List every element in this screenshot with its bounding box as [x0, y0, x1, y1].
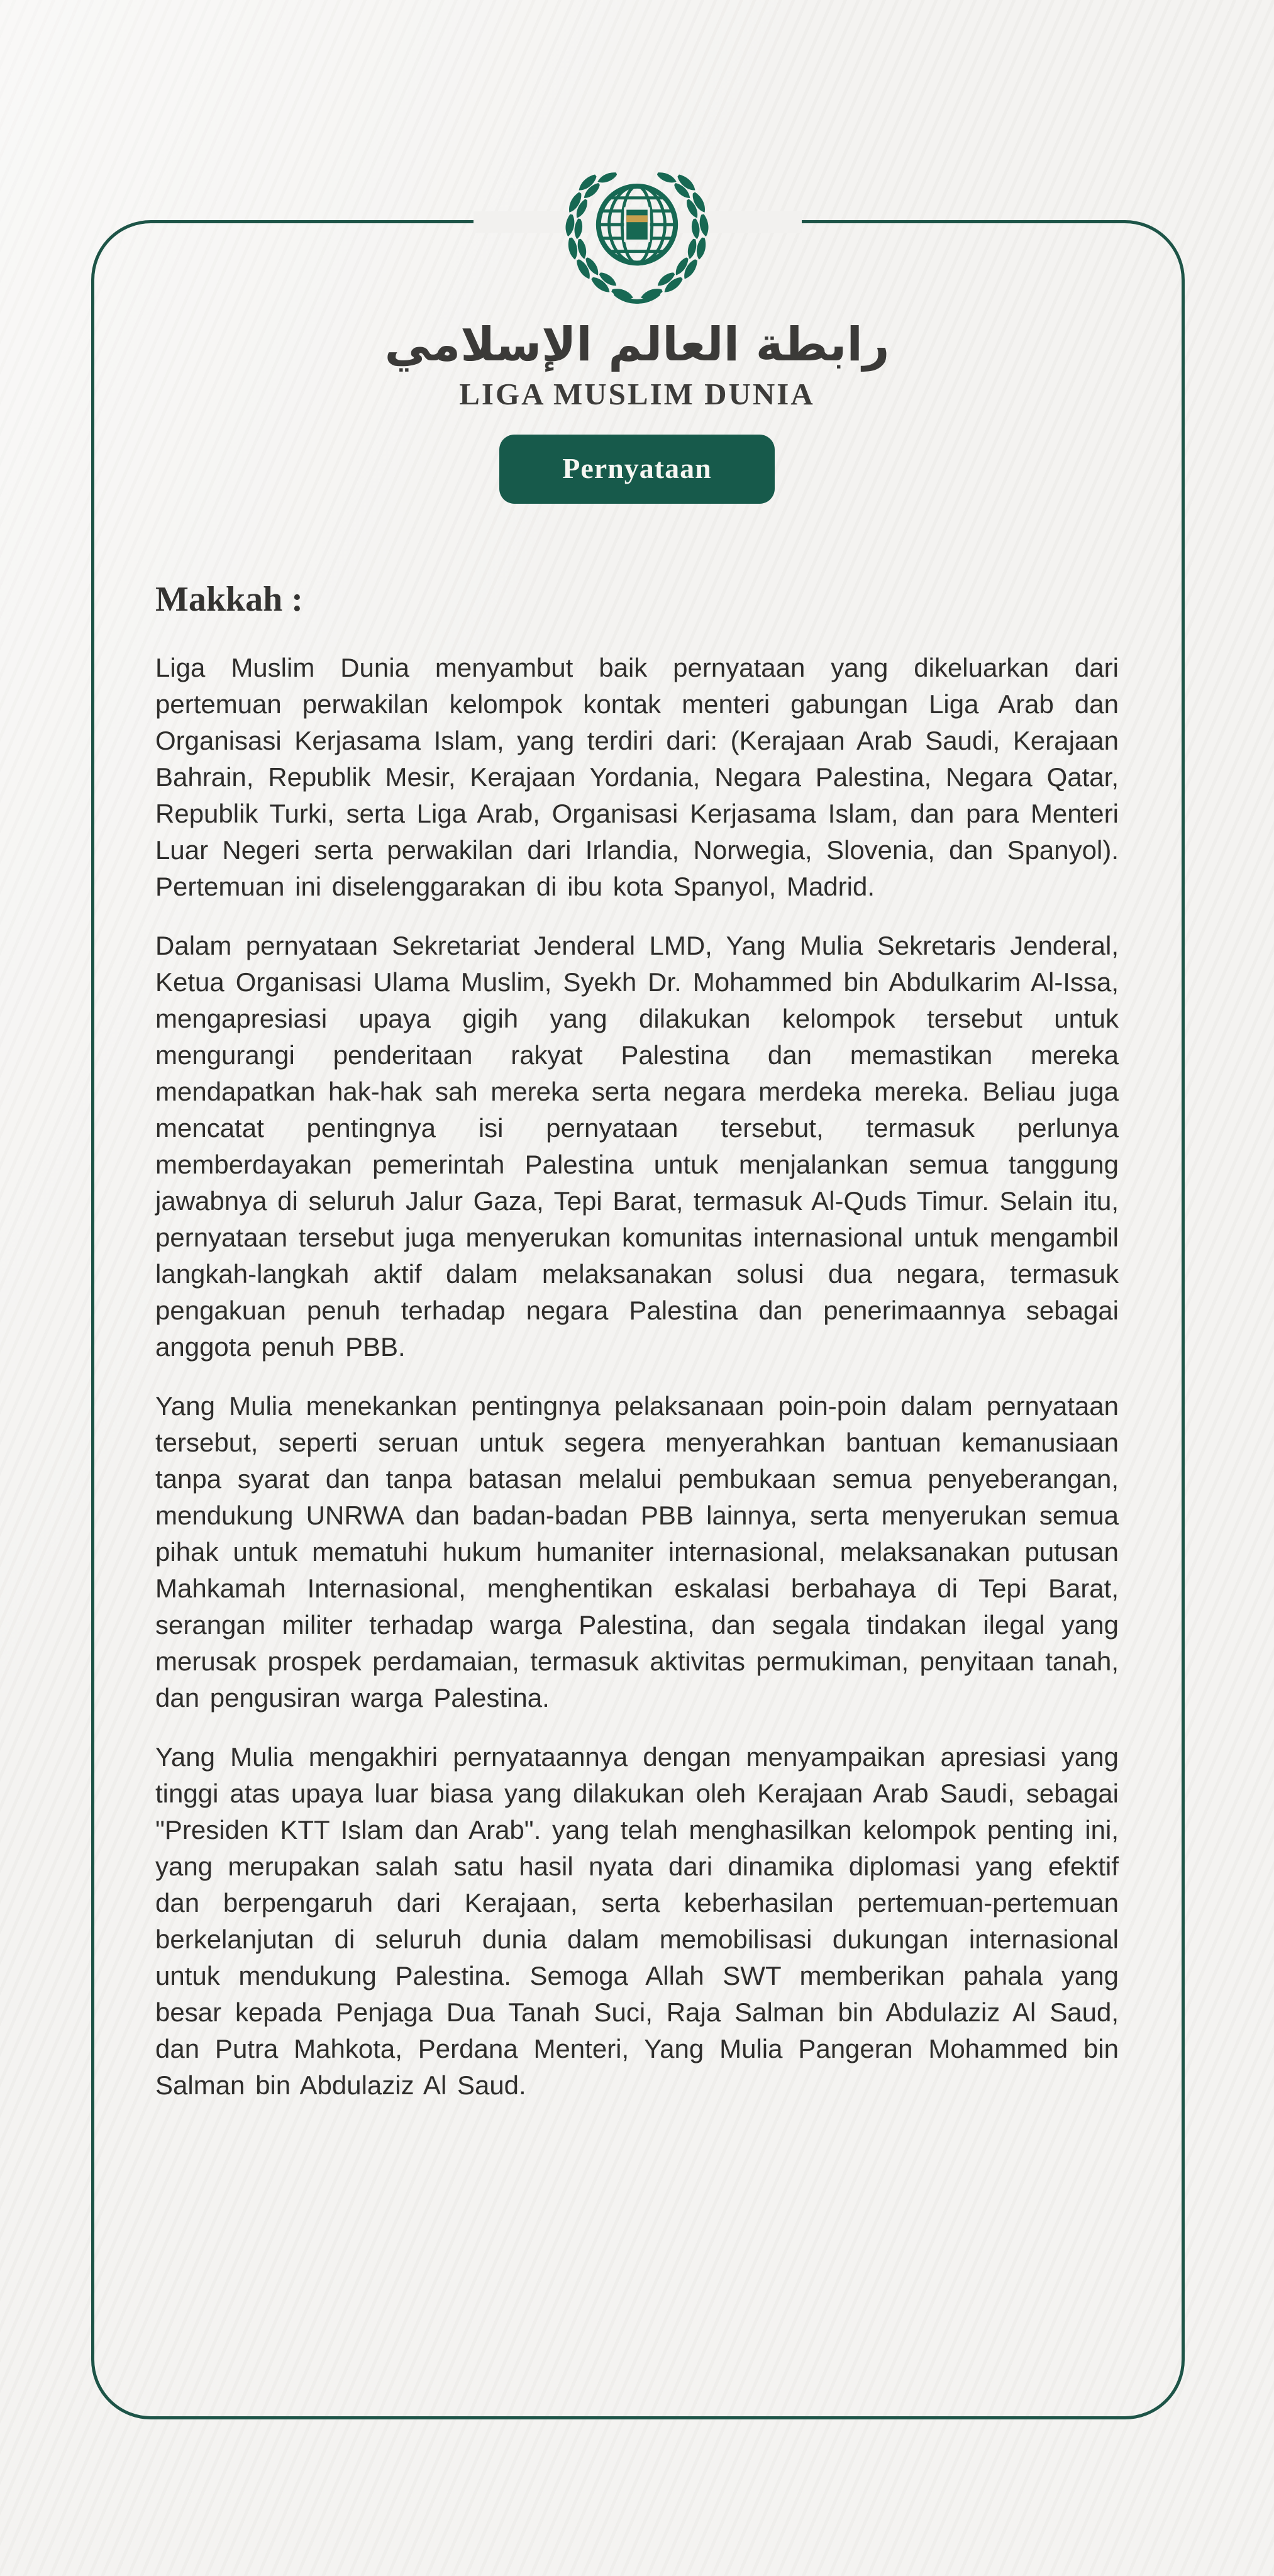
paragraph-3: Yang Mulia menekankan pentingnya pelaksanaan poin-poin dalam pernyataan tersebut, seperti seruan untuk segera menyerahkan bantuan kemanusiaan tanpa syarat dan tanpa batasan melalui pembukaan semua penyeberangan, mendukung UNRWA dan badan-badan PBB lainnya, serta menyerukan semua pihak untuk mematuhi hukum humaniter internasional, melaksanakan putusan Mahkamah Internasional, menghentikan eskalasi berbahaya di Tepi Barat, serangan militer terhadap warga Palestina, dan segala tindakan ilegal yang merusak prospek perdamaian, termasuk aktivitas permukiman, penyitaan tanah, dan pengusiran warga Palestina. [155, 1391, 1119, 1713]
org-name-arabic: رابطة العالم الإسلامي [384, 318, 890, 372]
dateline: Makkah : [155, 579, 303, 619]
paragraph-1: Liga Muslim Dunia menyambut baik pernyataan yang dikeluarkan dari pertemuan perwakilan kelompok kontak menteri gabungan Liga Arab dan Organisasi Kerjasama Islam, yang terdiri dari: (Kerajaan Arab Saudi, Kerajaan Bahrain, Republik Mesir, Kerajaan Yordania, Negara Palestina, Negara Qatar, Republik Turki, serta Liga Arab, Organisasi Kerjasama Islam, dan para Menteri Luar Negeri serta perwakilan dari Irlandia, Norwegia, Slovenia, dan Spanyol). Pertemuan ini diselenggarakan di ibu kota Spanyol, Madrid. [155, 652, 1119, 901]
paragraph-4: Yang Mulia mengakhiri pernyataannya dengan menyampaikan apresiasi yang tinggi atas upaya luar biasa yang dilakukan oleh Kerajaan Arab Saudi, sebagai "Presiden KTT Islam dan Arab". yang telah menghasilkan kelompok penting ini, yang merupakan salah satu hasil nyata dari dinamika diplomasi yang efektif dan berpengaruh dari Kerajaan, serta keberhasilan pertemuan-pertemuan berkelanjutan di seluruh dunia dalam memobilisasi dukungan internasional untuk mendukung Palestina. Semoga Allah SWT memberikan pahala yang besar kepada Penjaga Dua Tanah Suci, Raja Salman bin Abdulaziz Al Saud, dan Putra Mahkota, Perdana Menteri, Yang Mulia Pangeran Mohammed bin Salman bin Abdulaziz Al Saud. [155, 1741, 1119, 2100]
kaaba-icon [625, 208, 649, 240]
paragraph-2: Dalam pernyataan Sekretariat Jenderal LMD, Yang Mulia Sekretaris Jenderal, Ketua Organisasi Ulama Muslim, Syekh Dr. Mohammed bin Abdulkarim Al-Issa, mengapresiasi upaya gigih yang dilakukan kelompok tersebut untuk mengurangi penderitaan rakyat Palestina dan memastikan mereka mendapatkan hak-hak sah mereka serta negara merdeka mereka. Beliau juga mencatat pentingnya isi pernyataan tersebut, termasuk perlunya memberdayakan pemerintah Palestina untuk menjalankan semua tanggung jawabnya di seluruh Jalur Gaza, Tepi Barat, termasuk Al-Quds Timur. Selain itu, pernyataan tersebut juga menyerukan komunitas internasional untuk mengambil langkah-langkah aktif dalam melaksanakan solusi dua negara, termasuk pengakuan penuh terhadap negara Palestina dan penerimaannya sebagai anggota penuh PBB. [155, 930, 1119, 1362]
org-name: LIGA MUSLIM DUNIA [459, 376, 815, 411]
badge-row [0, 435, 1274, 504]
statement-body [155, 504, 1119, 2104]
laurel-wreath-globe-kaaba-icon [538, 155, 736, 311]
brand-header [0, 0, 1274, 504]
statement-badge: Pernyataan [499, 435, 774, 504]
